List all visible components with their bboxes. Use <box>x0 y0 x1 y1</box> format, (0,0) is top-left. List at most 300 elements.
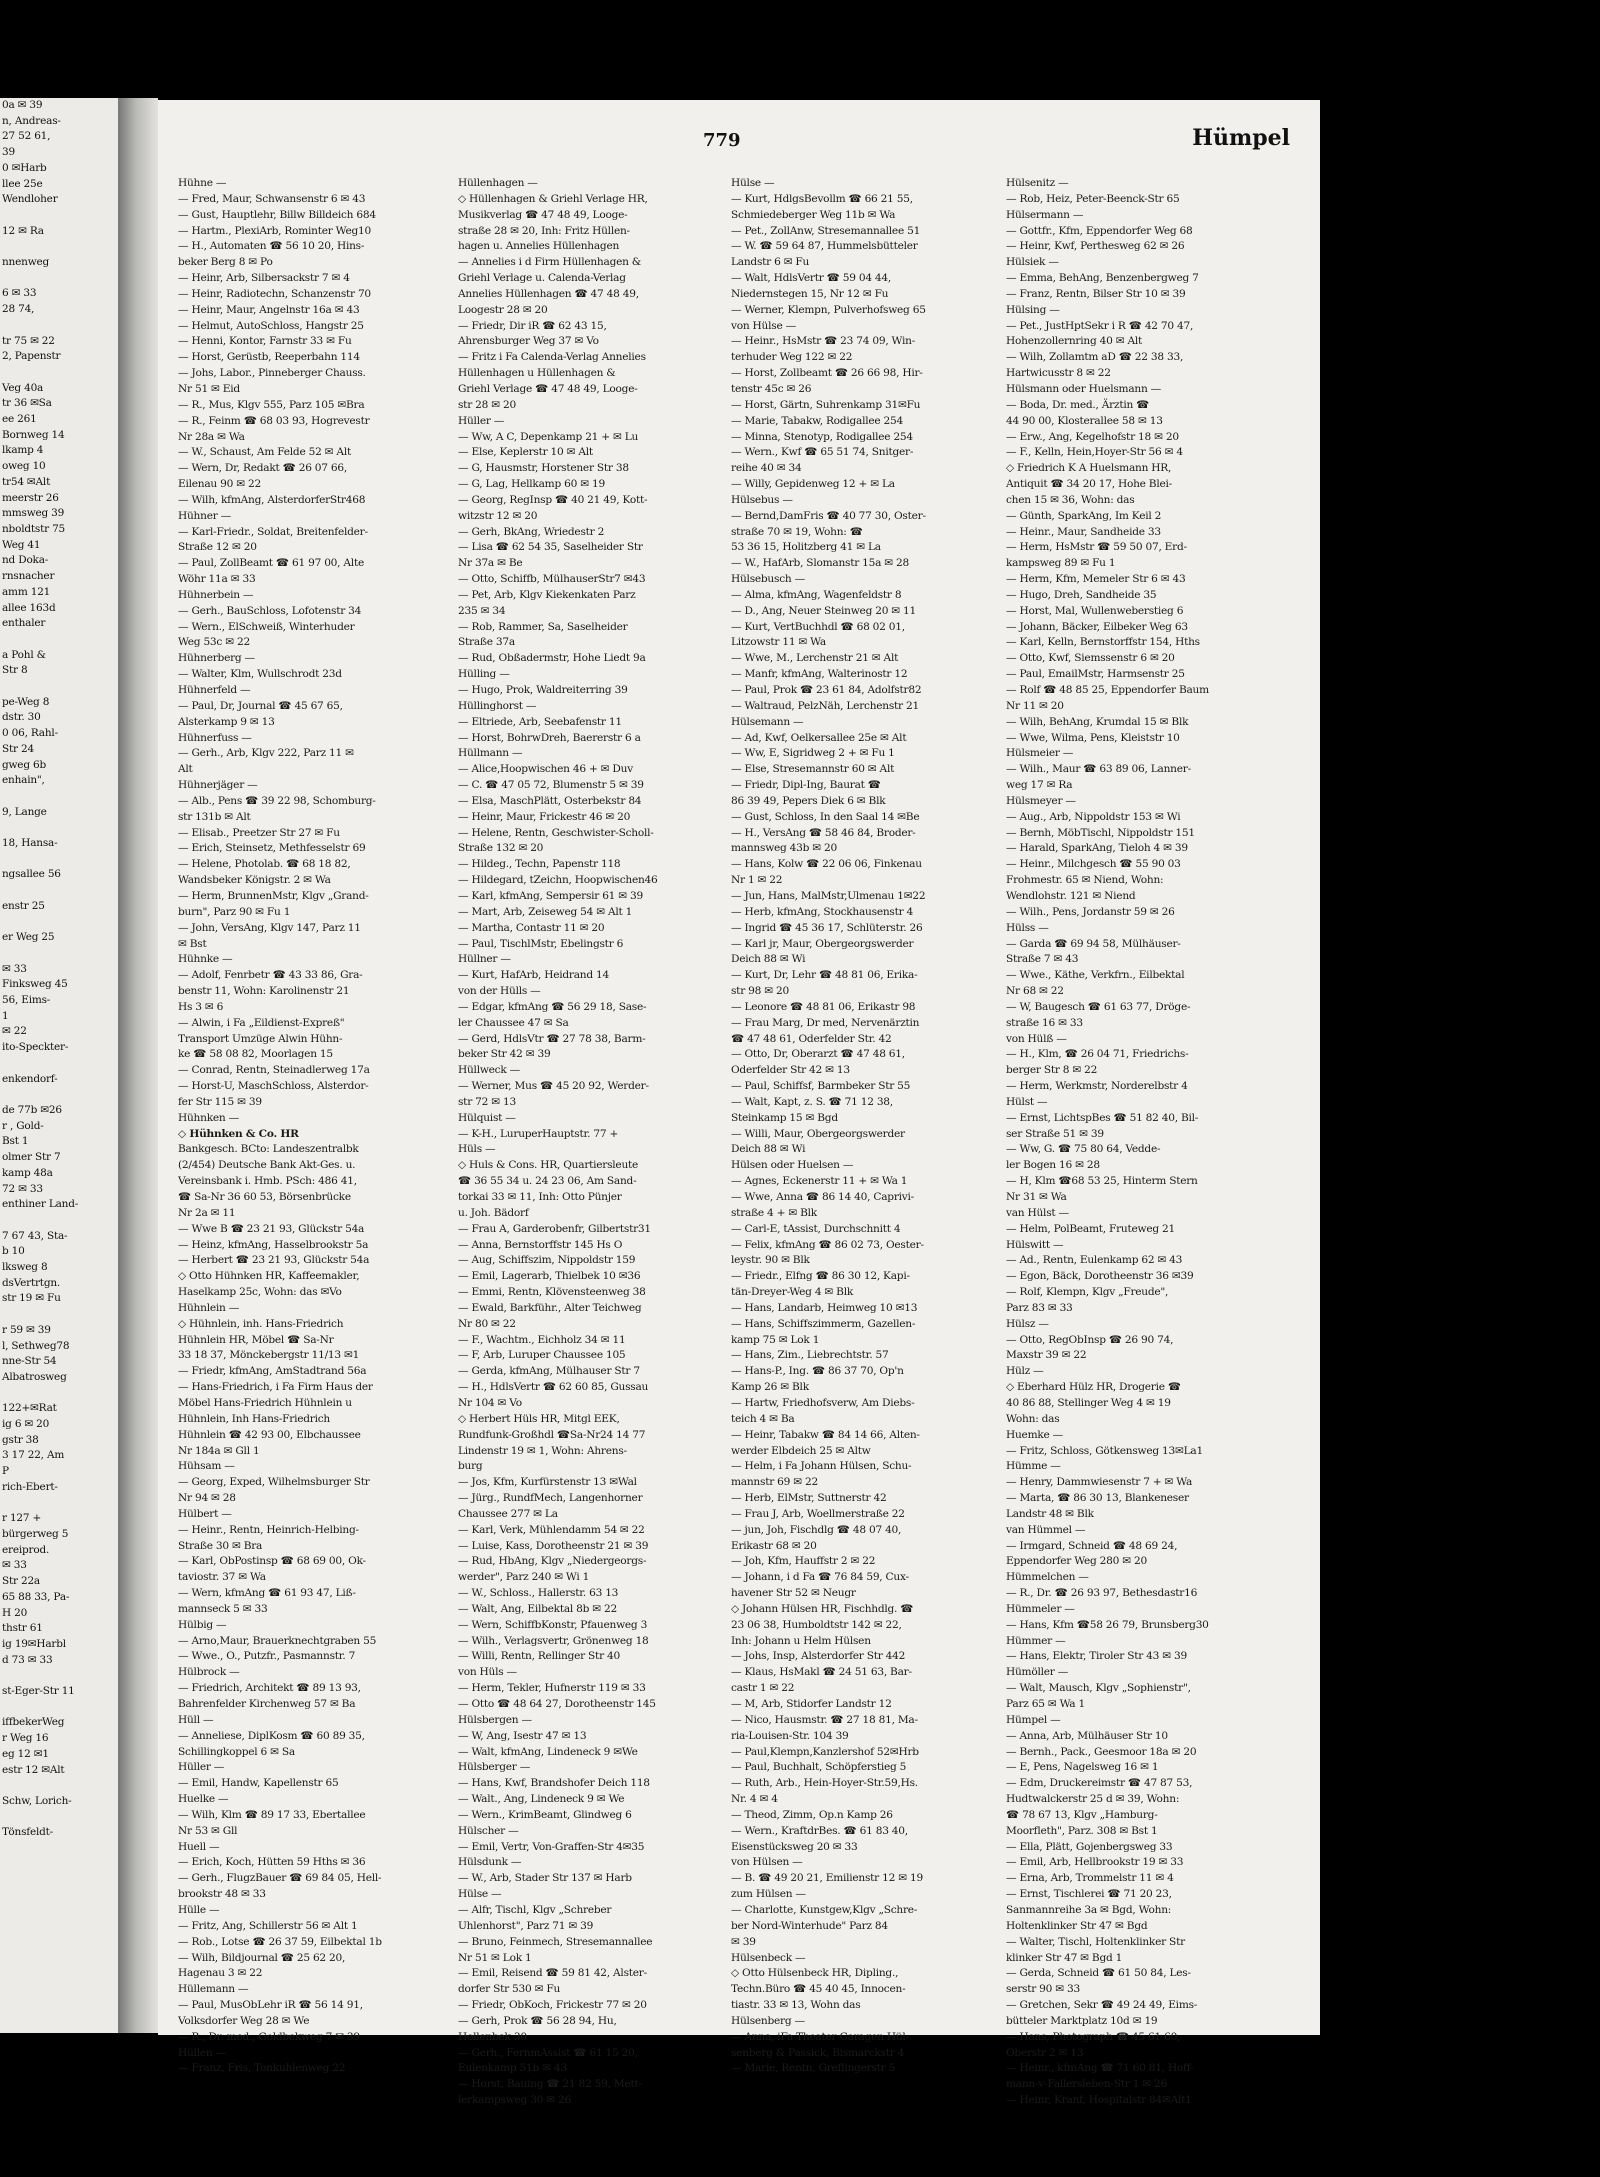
directory-entry-line: — W., HafArb, Slomanstr 15a ✉ 28 <box>731 557 910 570</box>
directory-entry-line: Hühnlein — <box>178 1301 240 1314</box>
directory-entry-line: ◇ Eberhard Hülz HR, Drogerie ☎ <box>1006 1381 1181 1394</box>
directory-entry-line: — Erw., Ang, Kegelhofstr 18 ✉ 20 <box>1006 430 1179 443</box>
directory-entry-line: — Wilh., Verlagsvertr, Grönenweg 18 <box>458 1634 649 1647</box>
directory-entry-line: straße 4 + ✉ Blk <box>731 1206 817 1219</box>
directory-entry-line: — Paul, TischlMstr, Ebelingstr 6 <box>458 937 624 950</box>
directory-entry-line: — Wwe, M., Lerchenstr 21 ✉ Alt <box>731 652 899 665</box>
left-page-line: Weg 41 <box>2 538 41 551</box>
directory-entry-line: — W., Schloss., Hallerstr. 63 13 <box>458 1587 619 1600</box>
directory-entry-line: Straße 30 ✉ Bra <box>178 1539 263 1552</box>
left-page-line: dstr. 30 <box>2 711 41 724</box>
directory-entry-line: Landstr 6 ✉ Fu <box>731 256 810 269</box>
directory-entry-line: — F., Kelln, Hein,Hoyer-Str 56 ✉ 4 <box>1006 446 1183 459</box>
left-page-line: Str 22a <box>2 1575 40 1588</box>
directory-entry-line: — Gretchen, Sekr ☎ 49 24 49, Eims- <box>1006 1999 1198 2012</box>
directory-entry-line: — Emil, Lagerarb, Thielbek 10 ✉36 <box>458 1270 641 1283</box>
left-page-line: 122+✉Rat <box>2 1402 57 1415</box>
directory-entry-line: Hülsenbeck — <box>731 1951 806 1964</box>
directory-entry-line: — Wern, SchiffbKonstr, Pfauenweg 3 <box>458 1618 648 1631</box>
directory-entry-line: Hülling — <box>458 668 510 681</box>
directory-entry-line: — Erich, Steinsetz, Methfesselstr 69 <box>178 842 366 855</box>
directory-entry-line: Hühnken — <box>178 1111 239 1124</box>
directory-entry-line: 44 90 00, Klosterallee 58 ✉ 13 <box>1006 414 1163 427</box>
directory-entry-line: — H., HdlsVertr ☎ 62 60 85, Gussau <box>458 1381 649 1394</box>
left-page-line: 2, Papenstr <box>2 350 61 363</box>
directory-entry-line: — Wilh, Bildjournal ☎ 25 62 20, <box>178 1951 346 1964</box>
directory-entry-line: — Erna, Arb, Trommelstr 11 ✉ 4 <box>1006 1872 1174 1885</box>
directory-entry-line: — Annelies i d Firm Hüllenhagen & <box>458 256 641 269</box>
directory-entry-line: Hülss — <box>1006 921 1049 934</box>
directory-entry-line: Nr 184a ✉ Gll 1 <box>178 1444 260 1457</box>
directory-entry-line: serstr 90 ✉ 33 <box>1006 1983 1080 1996</box>
directory-entry-line: straße 28 ✉ 20, Inh: Fritz Hüllen- <box>458 224 630 237</box>
directory-entry-line: — Walt, HdlsVertr ☎ 59 04 44, <box>731 272 892 285</box>
left-page-line <box>0 946 118 962</box>
directory-entry-line: — Wwe, Anna ☎ 86 14 40, Caprivi- <box>731 1191 914 1203</box>
directory-entry-line: — Helm, PolBeamt, Fruteweg 21 <box>1006 1222 1175 1235</box>
left-page-line: 0a ✉ 39 <box>2 99 43 111</box>
left-page-line: ig 19✉Harbl <box>2 1637 66 1650</box>
directory-entry-line: — Lisa ☎ 62 54 35, Saselheider Str <box>458 541 643 554</box>
directory-entry-line: Transport Umzüge Alwin Hühn- <box>178 1032 343 1045</box>
directory-entry-line: — Pet., JustHptSekr i R ☎ 42 70 47, <box>1006 319 1194 332</box>
directory-entry-line: — Walt, Ang, Eilbektal 8b ✉ 22 <box>458 1602 618 1615</box>
directory-entry-line: — Minna, Stenotyp, Rodigallee 254 <box>731 430 913 443</box>
directory-entry-line: van Hülst — <box>1006 1206 1069 1219</box>
left-page-line: Schw, Lorich- <box>2 1794 72 1807</box>
directory-entry-line: Bankgesch. BCto: Landeszentralbk <box>178 1143 359 1156</box>
directory-entry-line: Steinkamp 15 ✉ Bgd <box>731 1111 838 1124</box>
directory-entry-line: Nr 94 ✉ 28 <box>178 1492 236 1505</box>
directory-entry-line: Hülse — <box>458 1888 502 1901</box>
left-page-line: P <box>2 1465 9 1478</box>
left-page-line <box>0 1810 118 1826</box>
directory-entry-line: burn", Parz 90 ✉ Fu 1 <box>178 905 291 918</box>
directory-entry-line: witzstr 12 ✉ 20 <box>458 509 538 522</box>
directory-entry-line: — Frau J, Arb, Woellmerstraße 22 <box>731 1507 905 1520</box>
directory-entry-line: — Karl, kfmAng, Sempersir 61 ✉ 39 <box>458 889 644 902</box>
directory-entry-line: — Ruth, Arb., Hein-Hoyer-Str.59,Hs. <box>731 1777 918 1790</box>
directory-entry-line: — Ewald, Barkführ., Alter Teichweg <box>458 1301 642 1314</box>
directory-entry-line: von Hüls — <box>458 1666 517 1679</box>
directory-entry-line: beker Str 42 ✉ 39 <box>458 1048 551 1061</box>
directory-entry-line: — Gerh., FernmAssist ☎ 61 15 20, <box>458 2046 638 2059</box>
directory-entry-line: — Walter, Klm, Wullschrodt 23d <box>178 668 342 681</box>
directory-entry-line: — Paul,Klempn,Kanzlershof 52✉Hrb <box>731 1745 919 1758</box>
directory-entry-line: Hümme — <box>1006 1460 1061 1473</box>
directory-entry-line: 53 36 15, Holitzberg 41 ✉ La <box>731 541 881 554</box>
directory-entry-line: — Kurt, Dr, Lehr ☎ 48 81 06, Erika- <box>731 969 918 982</box>
left-page-line: lkamp 4 <box>2 444 44 457</box>
directory-entry-line: — Ernst, LichtspBes ☎ 51 82 40, Bil- <box>1006 1111 1199 1124</box>
left-page-line: tr 75 ✉ 22 <box>2 334 55 347</box>
directory-entry-line: — Wilh, Klm ☎ 89 17 33, Ebertallee <box>178 1808 366 1821</box>
directory-entry-line: Nr 11 ✉ 20 <box>1006 699 1064 712</box>
left-page-line <box>0 1700 118 1716</box>
directory-entry-line: — Horst, Zollbeamt ☎ 26 66 98, Hir- <box>731 367 923 380</box>
directory-entry-line: Maxstr 39 ✉ 22 <box>1006 1349 1087 1362</box>
directory-entry-line: — Emma, BehAng, Benzenbergweg 7 <box>1006 272 1199 285</box>
directory-entry-line: — Helene, Photolab. ☎ 68 18 82, <box>178 858 351 871</box>
left-page-line: nnenweg <box>2 256 50 269</box>
directory-entry-line: — Otto ☎ 48 64 27, Dorotheenstr 145 <box>458 1698 656 1710</box>
left-page-line <box>0 208 118 224</box>
directory-entry-line: — Edgar, kfmAng ☎ 56 29 18, Sase- <box>458 1000 647 1013</box>
directory-entry-line: Hülsenberg — <box>731 2014 805 2027</box>
directory-entry-line: — Heinz, kfmAng, Hasselbrookstr 5a <box>178 1238 369 1251</box>
directory-entry-line: — Gust, Hauptlehr, Billw Billdeich 684 <box>178 208 376 221</box>
left-page-line: 39 <box>2 146 15 159</box>
directory-entry-line: — Herbert ☎ 23 21 93, Glückstr 54a <box>178 1254 370 1267</box>
directory-entry-line: Hülsermann — <box>1006 208 1084 221</box>
directory-entry-line: terhuder Weg 122 ✉ 22 <box>731 351 853 364</box>
left-page-line: 18, Hansa- <box>2 837 58 850</box>
directory-entry-line: — H., Automaten ☎ 56 10 20, Hins- <box>178 240 365 253</box>
directory-entry-line: ◇ Hühnken & Co. HR <box>178 1127 299 1140</box>
directory-entry-line: — Karl, ObPostinsp ☎ 68 69 00, Ok- <box>178 1555 366 1568</box>
directory-entry-line: — Eltriede, Arb, Seebafenstr 11 <box>458 715 622 728</box>
directory-entry-line: Hühnerberg — <box>178 652 255 665</box>
directory-entry-line: — Herm, Werkmstr, Norderelbstr 4 <box>1006 1080 1188 1093</box>
directory-entry-line: — Hans, Kfm ☎58 26 79, Brunsberg30 <box>1006 1618 1209 1631</box>
left-page-line: estr 12 ✉Alt <box>2 1763 65 1776</box>
directory-entry-line: Huelke — <box>178 1793 229 1806</box>
directory-entry-line: — Wwe., Käthe, Verkfrn., Eilbektal <box>1006 969 1185 982</box>
directory-entry-line: — Harald, SparkAng, Tieloh 4 ✉ 39 <box>1006 842 1188 855</box>
left-page-line: Albatrosweg <box>2 1370 67 1383</box>
directory-entry-line: Hühnlein ☎ 42 93 00, Elbchaussee <box>178 1428 361 1441</box>
left-page-line: ito-Speckter- <box>2 1041 69 1054</box>
directory-entry-line: — Egon, Bäck, Dorotheenstr 36 ✉39 <box>1006 1270 1194 1283</box>
directory-entry-line: — Paul, ZollBeamt ☎ 61 97 00, Alte <box>178 557 364 570</box>
directory-entry-line: Alsterkamp 9 ✉ 13 <box>178 715 275 728</box>
directory-entry-line: — Hartw, Friedhofsverw, Am Diebs- <box>731 1396 915 1409</box>
directory-entry-line: Erikastr 68 ✉ 20 <box>731 1539 817 1552</box>
directory-entry-line: — Heinr., HsMstr ☎ 23 74 09, Win- <box>731 335 916 348</box>
column-1 <box>178 176 438 2077</box>
directory-entry-line: — Joh, Kfm, Hauffstr 2 ✉ 22 <box>731 1555 876 1568</box>
directory-entry-line: Griehl Verlage u. Calenda-Verlag <box>458 272 626 285</box>
directory-entry-line: ✉ 39 <box>731 1935 756 1948</box>
directory-entry-line: Hülbig — <box>178 1618 227 1631</box>
directory-entry-line: — Else, Keplerstr 10 ✉ Alt <box>458 446 593 459</box>
left-page-line: mmsweg 39 <box>2 507 65 520</box>
left-page-line: 56, Eims- <box>2 994 51 1007</box>
left-page-line: ee 261 <box>2 413 37 426</box>
directory-entry-line: ria-Louisen-Str. 104 39 <box>731 1729 849 1742</box>
directory-entry-line: von Hülß — <box>1006 1032 1067 1045</box>
directory-entry-line: — Kurt, VertBuchhdl ☎ 68 02 01, <box>731 620 905 633</box>
directory-entry-line: — R., Feinm ☎ 68 03 93, Hogrevestr <box>178 414 370 427</box>
directory-entry-line: — Wilh., Pens, Jordanstr 59 ✉ 26 <box>1006 905 1175 918</box>
directory-entry-line: — H, Klm ☎68 53 25, Hinterm Stern <box>1006 1175 1198 1188</box>
directory-entry-line: Nr 2a ✉ 11 <box>178 1206 236 1219</box>
directory-entry-line: — Rob, Rammer, Sa, Saselheider <box>458 620 628 633</box>
directory-entry-line: — Heinr., kfmAng ☎ 71 60 81, Hoff- <box>1006 2062 1194 2075</box>
directory-entry-line: Moorfleth", Parz. 308 ✉ Bst 1 <box>1006 1824 1158 1837</box>
directory-entry-line: ◇ Friedrich K A Huelsmann HR, <box>1006 462 1172 475</box>
directory-entry-line: — F., Wachtm., Eichholz 34 ✉ 11 <box>458 1333 626 1346</box>
left-page-line: 3 17 22, Am <box>2 1449 65 1462</box>
directory-entry-line: Hülsebus — <box>731 493 793 506</box>
directory-entry-line: Hühnlein HR, Möbel ☎ Sa-Nr <box>178 1333 334 1346</box>
directory-entry-line: — Herb, ElMstr, Suttnerstr 42 <box>731 1492 887 1505</box>
directory-entry-line: Bahrenfelder Kirchenweg 57 ✉ Ba <box>178 1698 356 1710</box>
directory-entry-line: ◇ Otto Hühnken HR, Kaffeemakler, <box>178 1270 360 1283</box>
directory-entry-line: 23 06 38, Humboldtstr 142 ✉ 22, <box>731 1618 902 1631</box>
directory-entry-line: tenstr 45c ✉ 26 <box>731 382 812 395</box>
directory-entry-line: — Franz, Rentn, Bilser Str 10 ✉ 39 <box>1006 287 1186 300</box>
directory-entry-line: — Wern., ElSchweiß, Winterhuder <box>178 620 355 633</box>
directory-entry-line: — Rob., Lotse ☎ 26 37 59, Eilbektal 1b <box>178 1935 382 1948</box>
directory-entry-line: taviostr. 37 ✉ Wa <box>178 1571 266 1584</box>
left-page-line: Wendloher <box>2 193 58 206</box>
directory-entry-line: — Hugo, Prok, Waldreiterring 39 <box>458 684 628 696</box>
left-page-line: 65 88 33, Pa- <box>2 1590 70 1603</box>
directory-entry-line: — Otto, Dr, Oberarzt ☎ 47 48 61, <box>731 1048 905 1061</box>
directory-entry-line: str 72 ✉ 13 <box>458 1095 516 1108</box>
directory-entry-line: — Anna, iFa Theater Garagen Hül- <box>731 2030 909 2043</box>
directory-entry-line: — K-H., LuruperHauptstr. 77 + <box>458 1127 619 1140</box>
directory-entry-line: Straße 37a <box>458 636 515 649</box>
directory-entry-line: — Alfr, Tischl, Klgv „Schreber <box>458 1903 612 1916</box>
directory-entry-line: Huell — <box>178 1840 220 1853</box>
directory-entry-line: — C. ☎ 47 05 72, Blumenstr 5 ✉ 39 <box>458 779 644 792</box>
directory-entry-line: — Paul, EmailMstr, Harmsenstr 25 <box>1006 668 1185 681</box>
directory-entry-line: Nr 68 ✉ 22 <box>1006 985 1064 998</box>
directory-entry-line: ler Chaussee 47 ✉ Sa <box>458 1016 569 1029</box>
directory-entry-line: ☎ 47 48 61, Oderfelder Str. 42 <box>731 1032 892 1045</box>
directory-entry-line: mannseck 5 ✉ 33 <box>178 1602 268 1615</box>
left-page-line: enthiner Land- <box>2 1198 79 1211</box>
directory-entry-line: — Anna, Arb, Mülhäuser Str 10 <box>1006 1729 1168 1742</box>
directory-entry-line: — Gerh, Prok ☎ 56 28 94, Hu, <box>458 2014 617 2027</box>
directory-entry-line: berger Str 8 ✉ 22 <box>1006 1064 1098 1077</box>
directory-entry-line: — Walt, Kapt, z. S. ☎ 71 12 38, <box>731 1095 893 1108</box>
directory-entry-line: — Martha, Contastr 11 ✉ 20 <box>458 921 605 934</box>
directory-entry-line: — Hans-Friedrich, i Fa Firm Haus der <box>178 1381 373 1394</box>
left-page-line <box>0 632 118 648</box>
directory-entry-line: — Klaus, HsMakl ☎ 24 51 63, Bar- <box>731 1666 912 1679</box>
directory-entry-line: — Pet, Arb, Klgv Kiekenkaten Parz <box>458 588 636 601</box>
directory-entry-line: Parz 65 ✉ Wa 1 <box>1006 1698 1085 1710</box>
directory-entry-line: Eulenkamp 51b ✉ 43 <box>458 2062 567 2075</box>
directory-entry-line: Rundfunk-Großhdl ☎Sa-Nr24 14 77 <box>458 1428 646 1441</box>
directory-entry-line: — Heinr, Maur, Frickestr 46 ✉ 20 <box>458 810 631 823</box>
left-page-line <box>0 271 118 287</box>
left-page-line: bürgerweg 5 <box>2 1527 69 1540</box>
directory-entry-line: — Hans, Kolw ☎ 22 06 06, Finkenau <box>731 858 922 871</box>
directory-entry-line: — Ingrid ☎ 45 36 17, Schlüterstr. 26 <box>731 921 923 934</box>
directory-entry-line: mannsweg 43b ✉ 20 <box>731 842 838 855</box>
left-page-line: H 20 <box>2 1606 28 1619</box>
left-page-line: tr54 ✉Alt <box>2 475 51 488</box>
directory-entry-line: straße 16 ✉ 33 <box>1006 1016 1083 1029</box>
directory-entry-line: — Wern, kfmAng ☎ 61 93 47, Liß- <box>178 1587 356 1600</box>
left-page-line <box>0 1496 118 1512</box>
directory-entry-line: ◇ Hühnlein, inh. Hans-Friedrich <box>178 1317 344 1330</box>
directory-entry-line: ◇ Huls & Cons. HR, Quartiersleute <box>458 1159 639 1172</box>
directory-entry-line: Hühnerfeld — <box>178 684 251 696</box>
left-page-line: 7 67 43, Sta- <box>2 1229 68 1242</box>
left-page-line: ✉ 33 <box>2 1559 27 1572</box>
left-page-line: pe-Weg 8 <box>2 695 50 708</box>
left-page-line: de 77b ✉26 <box>2 1104 62 1116</box>
directory-entry-line: — Felix, kfmAng ☎ 86 02 73, Oester- <box>731 1238 924 1251</box>
directory-entry-line: — Carl-E, tAssist, Durchschnitt 4 <box>731 1222 901 1235</box>
directory-entry-line: Uhlenhorst", Parz 71 ✉ 39 <box>458 1919 594 1932</box>
left-page-line <box>0 820 118 836</box>
directory-entry-line: Annelies Hüllenhagen ☎ 47 48 49, <box>458 287 639 300</box>
directory-entry-line: ke ☎ 58 08 82, Moorlagen 15 <box>178 1048 333 1061</box>
left-page-line: nne-Str 54 <box>2 1355 57 1368</box>
directory-entry-line: Nr 104 ✉ Vo <box>458 1396 522 1409</box>
left-page-line: tr 36 ✉Sa <box>2 397 52 410</box>
directory-entry-line: — Ella, Plätt, Gojenbergsweg 33 <box>1006 1840 1173 1853</box>
directory-entry-line: Hühner — <box>178 509 232 522</box>
directory-entry-line: — Hans-P., Ing. ☎ 86 37 70, Op'n <box>731 1365 904 1378</box>
directory-entry-line: Hüller — <box>178 1761 225 1774</box>
directory-entry-line: Holtenklinker Str 47 ✉ Bgd <box>1006 1919 1148 1932</box>
left-page-line: a Pohl & <box>2 648 46 661</box>
directory-entry-line: — Friedr, Dipl-Ing, Baurat ☎ <box>731 779 881 792</box>
directory-entry-line: — Herb, kfmAng, Stockhausenstr 4 <box>731 905 914 918</box>
directory-entry-line: Hüllmann — <box>458 747 523 760</box>
directory-entry-line: — Hans, Kwf, Brandshofer Deich 118 <box>458 1777 650 1790</box>
directory-entry-line: leystr. 90 ✉ Blk <box>731 1254 810 1267</box>
directory-entry-line: — Ww, G. ☎ 75 80 64, Vedde- <box>1006 1143 1161 1156</box>
directory-entry-line: — Horst, BohrwDreh, Baererstr 6 a <box>458 731 641 744</box>
directory-entry-line: Hümmelchen — <box>1006 1571 1089 1584</box>
directory-entry-line: van Hümmel — <box>1006 1523 1086 1536</box>
directory-entry-line: 33 18 37, Mönckebergstr 11/13 ✉1 <box>178 1349 360 1362</box>
column-3 <box>731 176 991 2077</box>
directory-entry-line: — Ad, Kwf, Oelkersallee 25e ✉ Alt <box>731 731 907 744</box>
directory-entry-line: Hühnke — <box>178 953 233 966</box>
directory-entry-line: — Alma, kfmAng, Wagenfeldstr 8 <box>731 588 902 601</box>
directory-entry-line: — Edm, Druckereimstr ☎ 47 87 53, <box>1006 1777 1193 1790</box>
directory-entry-line: — B. ☎ 49 20 21, Emilienstr 12 ✉ 19 <box>731 1872 923 1885</box>
directory-entry-line: — Paul, MusObLehr iR ☎ 56 14 91, <box>178 1999 363 2012</box>
directory-entry-line: — M, Arb, Stidorfer Landstr 12 <box>731 1698 892 1710</box>
left-page-line: lksweg 8 <box>2 1261 48 1274</box>
left-page-line: Veg 40a <box>2 381 44 394</box>
directory-entry-line: Schmiedeberger Weg 11b ✉ Wa <box>731 208 896 221</box>
directory-entry-line: — Gerh., BauSchloss, Lofotenstr 34 <box>178 604 362 617</box>
directory-entry-line: — Gerh., Arb, Klgv 222, Parz 11 ✉ <box>178 747 354 760</box>
directory-entry-line: — Fritz, Ang, Schillerstr 56 ✉ Alt 1 <box>178 1919 358 1932</box>
directory-entry-line: Hülquist — <box>458 1111 516 1124</box>
directory-entry-line: Hümmer — <box>1006 1634 1066 1647</box>
directory-entry-line: — W., Schaust, Am Felde 52 ✉ Alt <box>178 446 351 459</box>
directory-entry-line: — Bernh., Pack., Geesmoor 18a ✉ 20 <box>1006 1745 1197 1758</box>
left-page-line: llee 25e <box>2 177 43 190</box>
directory-entry-line: — John, VersAng, Klgv 147, Parz 11 <box>178 921 361 934</box>
directory-entry-line: ser Straße 51 ✉ 39 <box>1006 1127 1104 1140</box>
directory-entry-line: — Willi, Rentn, Rellinger Str 40 <box>458 1650 620 1663</box>
left-page-line: Tönsfeldt- <box>2 1826 54 1839</box>
directory-entry-line: Deich 88 ✉ Wi <box>731 953 806 966</box>
directory-entry-line: — Gust, Schloss, In den Saal 14 ✉Be <box>731 810 920 823</box>
directory-entry-line: — Heinr, Tabakw ☎ 84 14 66, Alten- <box>731 1428 920 1441</box>
directory-entry-line: — Ernst, Tischlerei ☎ 71 20 23, <box>1006 1888 1172 1901</box>
directory-entry-line: — Otto, Schiffb, MülhauserStr7 ✉43 <box>458 573 646 586</box>
directory-entry-line: — Georg, RegInsp ☎ 40 21 49, Kott- <box>458 493 648 506</box>
directory-entry-line: — Wwe., O., Putzfr., Pasmannstr. 7 <box>178 1650 356 1663</box>
directory-entry-line: Volksdorfer Weg 28 ✉ We <box>178 2014 310 2027</box>
directory-entry-line: Hülsemann — <box>731 715 804 728</box>
directory-entry-line: benstr 11, Wohn: Karolinenstr 21 <box>178 985 350 998</box>
directory-entry-line: Musikverlag ☎ 47 48 49, Looge- <box>458 208 628 221</box>
directory-entry-line: Hüllweck — <box>458 1064 520 1077</box>
running-head: Hümpel <box>1192 125 1290 151</box>
left-page-line: Bst 1 <box>2 1135 29 1148</box>
directory-entry-line: Huemke — <box>1006 1428 1064 1441</box>
directory-entry-line: beker Berg 8 ✉ Po <box>178 256 273 269</box>
directory-entry-line: Inh: Johann u Helm Hülsen <box>731 1634 871 1647</box>
directory-entry-line: — Emmi, Rentn, Klövensteenweg 38 <box>458 1286 646 1299</box>
directory-entry-line: — Rolf, Klempn, Klgv „Freude", <box>1006 1286 1169 1299</box>
directory-entry-line: Hümöller — <box>1006 1666 1069 1679</box>
directory-entry-line: brookstr 48 ✉ 33 <box>178 1888 266 1901</box>
directory-entry-line: Eisenstücksweg 20 ✉ 33 <box>731 1840 858 1853</box>
directory-entry-line: Nr 53 ✉ Gll <box>178 1824 238 1837</box>
directory-entry-line: — Karl-Friedr., Soldat, Breitenfelder- <box>178 525 368 538</box>
directory-entry-line: — Anna, Bernstorffstr 145 Hs O <box>458 1238 623 1251</box>
directory-entry-line: — Johann, Bäcker, Eilbeker Weg 63 <box>1006 620 1188 633</box>
directory-entry-line: — Jos, Kfm, Kurfürstenstr 13 ✉Wal <box>458 1476 637 1489</box>
directory-entry-line: Hümpel — <box>1006 1713 1061 1726</box>
directory-entry-line: — Boda, Dr. med., Ärztin ☎ <box>1006 398 1150 411</box>
directory-entry-line: — Friedr., Elfng ☎ 86 30 12, Kapi- <box>731 1270 910 1283</box>
left-page-line <box>0 1213 118 1229</box>
directory-entry-line: havener Str 52 ✉ Neugr <box>731 1587 856 1600</box>
directory-entry-line: — Bruno, Feinmech, Stresemannallee <box>458 1935 653 1948</box>
directory-entry-line: — Paul, Schiffsf, Barmbeker Str 55 <box>731 1080 911 1093</box>
directory-entry-line: Nr 51 ✉ Eid <box>178 382 240 395</box>
left-page-line: 27 52 61, <box>2 130 51 143</box>
directory-entry-line: Hülle — <box>178 1903 220 1916</box>
directory-entry-line: — Mart, Arb, Zeiseweg 54 ✉ Alt 1 <box>458 905 633 918</box>
directory-entry-line: — Wilh, Zollamtm aD ☎ 22 38 33, <box>1006 351 1184 364</box>
directory-entry-line: — Wern., Kwf ☎ 65 51 74, Snitger- <box>731 446 914 459</box>
directory-entry-line: Eilenau 90 ✉ 22 <box>178 478 261 491</box>
left-page-line: meerstr 26 <box>2 491 59 504</box>
directory-entry-line: — Willy, Gepidenweg 12 + ✉ La <box>731 478 895 491</box>
directory-entry-line: — Bernh, MöbTischl, Nippoldstr 151 <box>1006 826 1195 839</box>
directory-entry-line: Schillingkoppel 6 ✉ Sa <box>178 1745 295 1758</box>
directory-entry-line: Nr 1 ✉ 22 <box>731 874 783 887</box>
directory-entry-line: ◇ Hüllenhagen & Griehl Verlage HR, <box>458 192 648 205</box>
directory-entry-line: Hülswitt — <box>1006 1238 1064 1251</box>
left-page-line: eg 12 ✉1 <box>2 1747 49 1760</box>
left-page-line: enhain", <box>2 774 45 787</box>
left-page-line <box>0 1087 118 1103</box>
directory-entry-line: 40 86 88, Stellinger Weg 4 ✉ 19 <box>1006 1396 1171 1409</box>
left-page-line <box>0 883 118 899</box>
left-page-line: gstr 38 <box>2 1433 39 1446</box>
column-2 <box>458 176 718 2109</box>
directory-entry-line: — Heinr, Maur, Angelnstr 16a ✉ 43 <box>178 303 360 316</box>
directory-entry-line: Hülst — <box>1006 1095 1048 1108</box>
directory-entry-line: — Aug, Schiffszim, Nippoldstr 159 <box>458 1254 636 1267</box>
directory-entry-line: Hs 3 ✉ 6 <box>178 1000 224 1013</box>
directory-entry-line: Hüllner — <box>458 953 511 966</box>
directory-entry-line: — Franz, Fris, Tonkuhlenweg 22 <box>178 2062 346 2075</box>
directory-entry-line: Hülsenitz — <box>1006 177 1069 189</box>
left-page-line: 72 ✉ 33 <box>2 1182 43 1195</box>
directory-entry-line: — Helmut, AutoSchloss, Hangstr 25 <box>178 319 364 332</box>
